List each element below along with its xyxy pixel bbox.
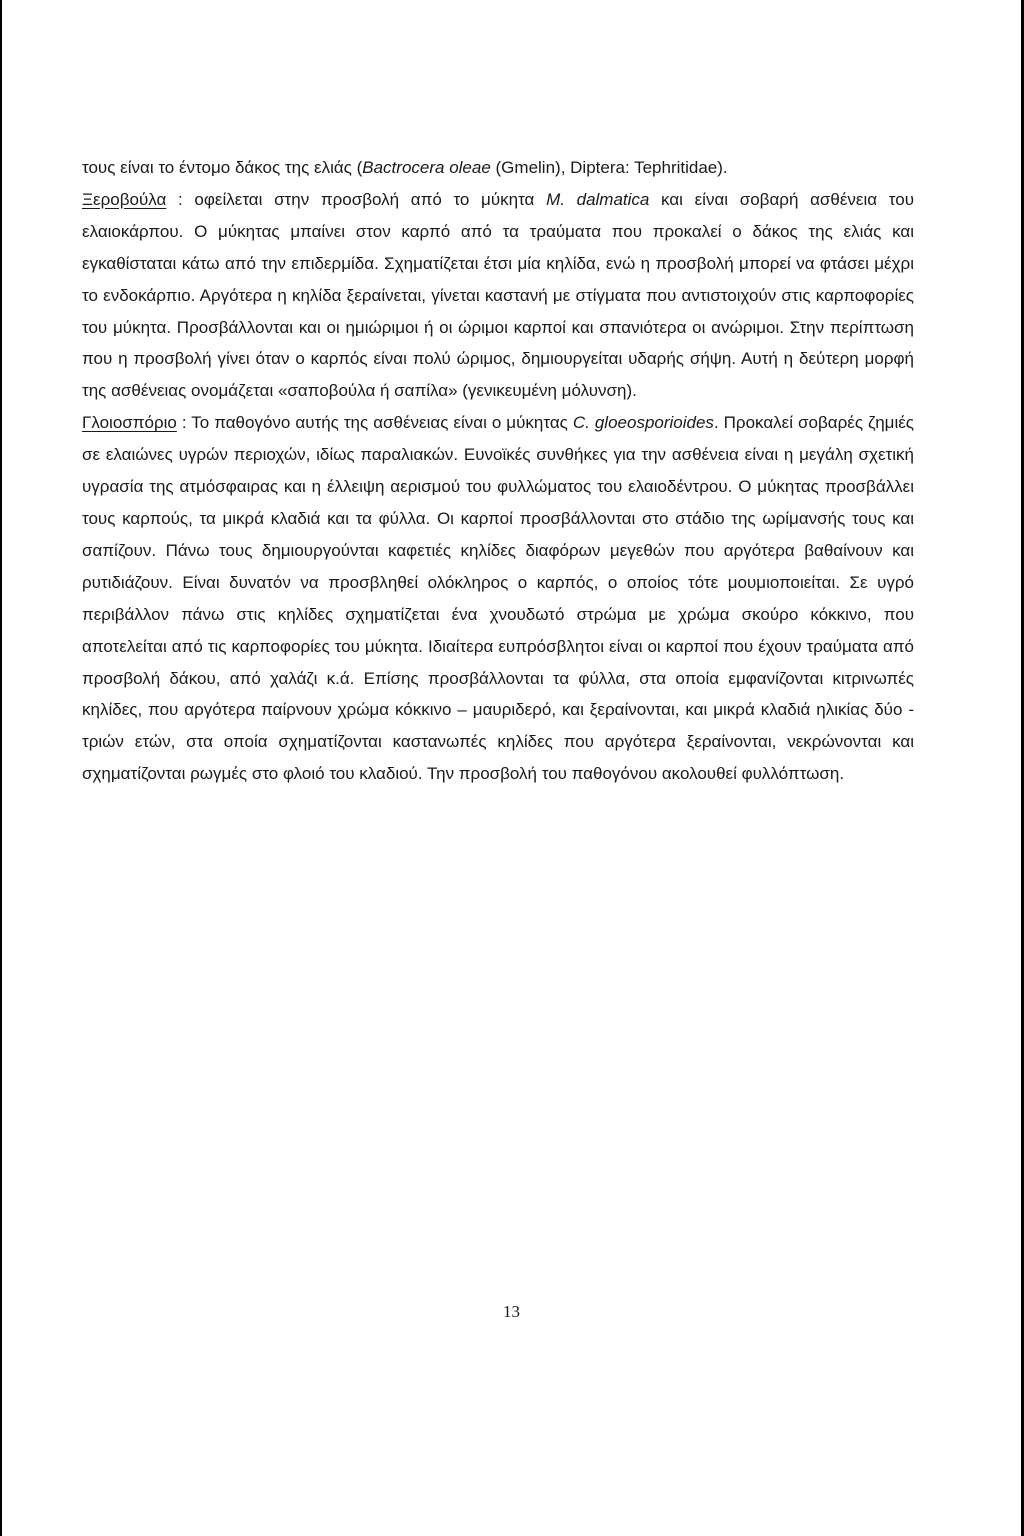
term-xerovoula: Ξεροβούλα: [82, 189, 167, 209]
species-name-dalmatica: M. dalmatica: [546, 189, 650, 209]
term-gloiosporio: Γλοιοσπόριο: [82, 413, 177, 433]
species-name-bactrocera: Bactrocera oleae: [362, 158, 491, 177]
page-number: 13: [503, 1302, 520, 1321]
species-name-gloeosporioides: C. gloeosporioides: [572, 413, 714, 433]
body-text: [82, 152, 914, 790]
paragraph-xerovoula: Ξεροβούλα : οφείλεται στην προσβολή από το μύκητα M. dalmatica και είναι σοβαρή ασθένεια του ελαιοκάρπου. Ο μύκητας μπαίνει στον καρπό από τα τραύματα που προκαλεί ο δάκος της ελιάς και εγκαθίσταται κάτω από την επιδερμίδα. Σχηματίζεται έτσι μία κηλίδα, ενώ η προσβολή μπορεί να φτάσει μέχρι το ενδοκάρπιο. Αργότερα η κηλίδα ξεραίνεται, γίνεται καστανή με στίγματα που αντιστοιχούν στις καρποφορίες του μύκητα. Προσβάλλονται και οι ημιώριμοι ή οι ώριμοι καρποί και σπανιότερα οι ανώριμοι. Στην περίπτωση που η προσβολή γίνει όταν ο καρπός είναι πολύ ώριμος, δημιουργείται υδαρής σήψη. Αυτή η δεύτερη μορφή της ασθένειας ονομάζεται «σαποβούλα ή σαπίλα» (γενικευμένη μόλυνση).: [82, 189, 914, 401]
paragraph-1: τους είναι το έντομο δάκος της ελιάς (Bactrocera oleae (Gmelin), Diptera: Tephritidae).: [82, 158, 728, 177]
paragraph-gloiosporio: Γλοιοσπόριο : Το παθογόνο αυτής της ασθένειας είναι ο μύκητας C. gloeosporioides. Προκαλεί σοβαρές ζημιές σε ελαιώνες υγρών περιοχών, ιδίως παραλιακών. Ευνοϊκές συνθήκες για την ασθένεια είναι η μεγάλη σχετική υγρασία της ατμόσφαιρας και η έλλειψη αερισμού του φυλλώματος του ελαιοδέντρου. Ο μύκητας προσβάλλει τους καρπούς, τα μικρά κλαδιά και τα φύλλα. Οι καρποί προσβάλλονται στο στάδιο της ωρίμανσής τους και σαπίζουν. Πάνω τους δημιουργούνται καφετιές κηλίδες διαφόρων μεγεθών που αργότερα βαθαίνουν και ρυτιδιάζουν. Είναι δυνατόν να προσβληθεί ολόκληρος ο καρπός, ο οποίος τότε μουμιοποιείται. Σε υγρό περιβάλλον πάνω στις κηλίδες σχηματίζεται ένα χνουδωτό στρώμα με χρώμα σκούρο κόκκινο, που αποτελείται από τις καρποφορίες του μύκητα. Ιδιαίτερα ευπρόσβλητοι είναι οι καρποί που έχουν τραύματα από προσβολή δάκου, από χαλάζι κ.ά. Επίσης προσβάλλονται τα φύλλα, στα οποία εμφανίζονται κιτρινωπές κηλίδες, που αργότερα παίρνουν χρώμα κόκκινο – μαυριδερό, και ξεραίνονται, και μικρά κλαδιά ηλικίας δύο - τριών ετών, στα οποία σχηματίζονται καστανωπές κηλίδες που αργότερα ξεραίνονται, νεκρώνονται και σχηματίζονται ρωγμές στο φλοιό του κλαδιού. Την προσβολή του παθογόνου ακολουθεί φυλλόπτωση.: [82, 413, 914, 784]
